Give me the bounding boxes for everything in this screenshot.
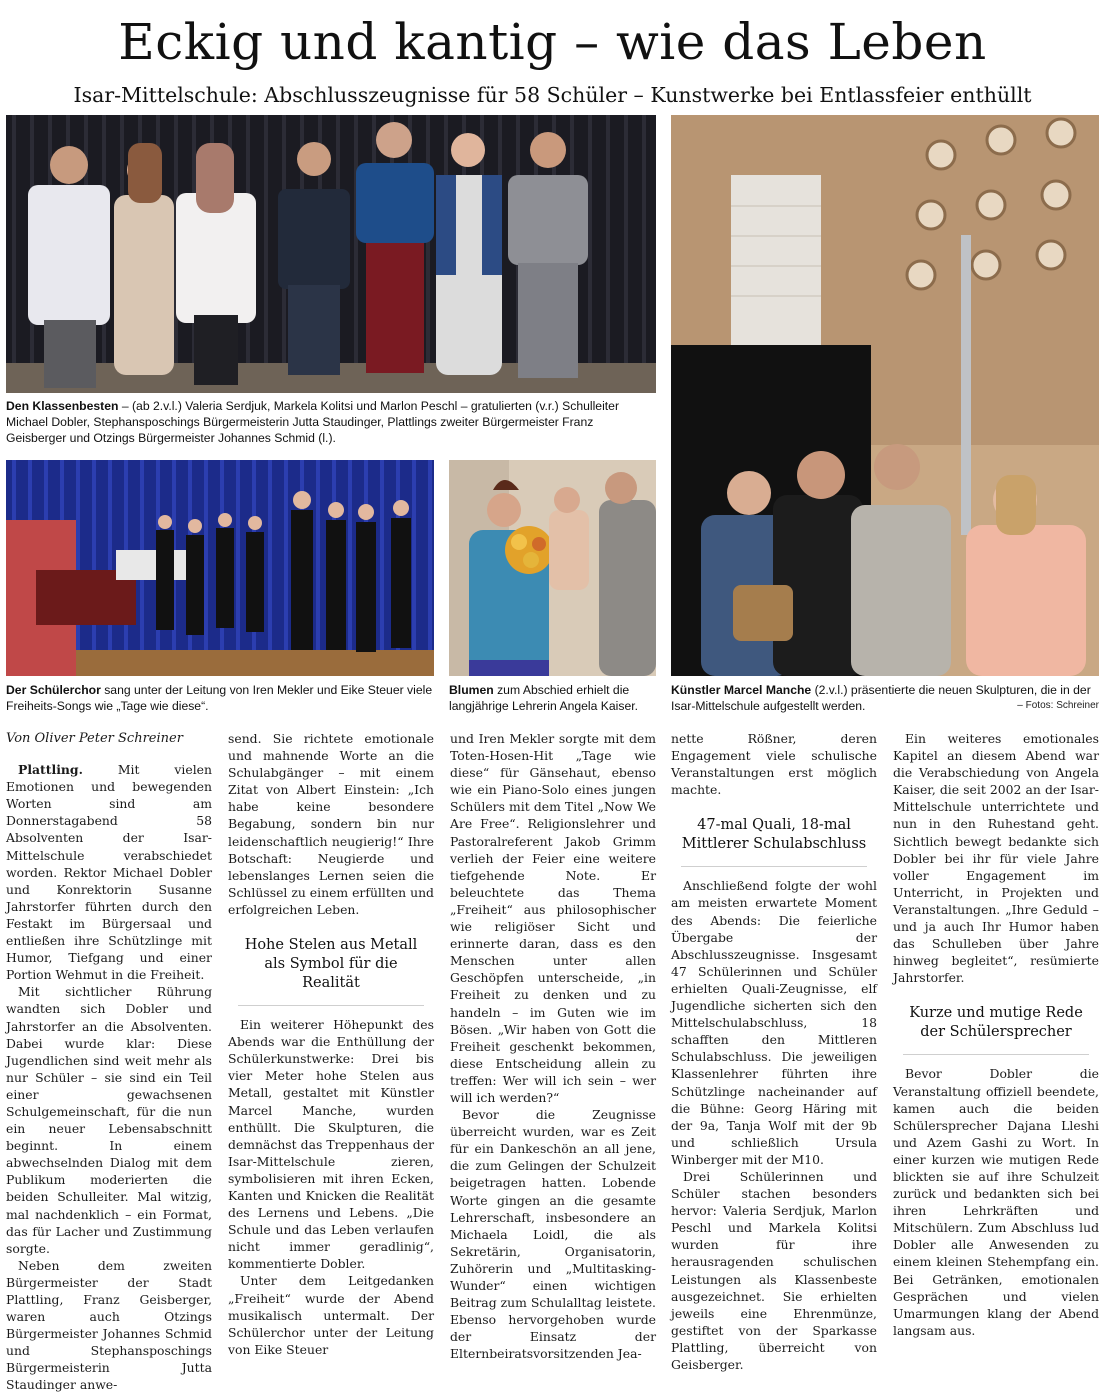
- caption-bold: Künstler Marcel Manche: [671, 683, 812, 697]
- paragraph: Bevor die Zeugnisse überreicht wurden, war es Zeit für ein Dankeschön an all jene, die zum Gelingen der Schulzeit beigetragen hatten. Lobende Worte gingen an die gesamte Lehrerschaft, insbesondere an Michaela Loidl, die als Sekretärin, Organisatorin, Zuhörerin und „Multitasking-Wunder“ einen wichtigen Beitrag zum Schulalltag leistete. Ebenso hervorgehoben wurde der Einsatz der Elternbeiratsvorsitzenden Jea-: [450, 1107, 656, 1362]
- article-column-1: [6, 730, 212, 1394]
- paragraph: Mit vielen Emotionen und bewegenden Worten sind am Donnerstagabend 58 Absolventen der Isar-Mittelschule verabschiedet worden. Rektor Michael Dobler und Konrektorin Susanne Jahrstorfer führten durch den Festakt im Bürgersaal und entließen ihre Schützlinge mit Humor, Tiefgang und einer Portion Wehmut in die Freiheit.: [6, 762, 212, 983]
- paragraph: Ein weiterer Höhepunkt des Abends war die Enthüllung der Schülerkunstwerke: Drei bis vier Meter hohe Stelen aus Metall, gestaltet mit Künstler Marcel Manche, wurden enthüllt. Die Skulpturen, die demnächst das Treppenhaus der Isar-Mittelschule zieren, symbolisieren mit ihren Ecken, Kanten und Knicken die Realität des Lernens und Lebens. „Die Schule und das Leben verlaufen nicht immer geradlinig“, kommentierte Dobler.: [228, 1017, 434, 1272]
- paragraph: nette Rößner, deren Engagement viele schulische Veranstaltungen erst möglich machte.: [671, 731, 877, 798]
- photo-choir-caption: [6, 682, 434, 714]
- paragraph: Unter dem Leitgedanken „Freiheit“ wurde der Abend musikalisch untermalt. Der Schülerchor unter der Leitung von Eike Steuer: [228, 1273, 434, 1357]
- photo-class-best-caption: [6, 398, 656, 446]
- photo-choir: [6, 460, 434, 676]
- paragraph: Mit sichtlicher Rührung wandten sich Dobler und Jahrstorfer an die Absolventen. Dabei wurde klar: Diese Jugendlichen sind weit mehr als nur Schüler – sie sind ein Teil einer gewachsenen Schulgemeinschaft, für die nun ein neuer Lebensabschnitt beginnt. In einem abwechselnden Dialog mit dem Publikum moderierten die beiden Schulleiter. Mal witzig, mal nachdenklich – ein Format, das für Lacher und Zustimmung sorgte.: [6, 984, 212, 1256]
- article-column-3: [450, 730, 656, 1362]
- caption-text: – (ab 2.v.l.) Valeria Serdjuk, Markela Kolitsi und Marlon Peschl – gratulierten (v.r.) Schulleiter Michael Dobler, Stephansposchings Bürgermeisterin Jutta Staudinger, Plattlings zweiter Bürgermeister Franz Geisberger und Otzings Bürgermeister Johannes Schmid (l.).: [6, 399, 620, 445]
- article-column-2: [228, 730, 434, 1358]
- photo-flowers: [449, 460, 656, 676]
- paragraph: Drei Schülerinnen und Schüler stachen besonders hervor: Valeria Serdjuk, Marlon Peschl und Markela Kolitsi wurden für ihre herausragenden schulischen Leistungen als Klassenbeste ausgezeichnet. Sie erhielten jeweils eine Ehrenmünze, gestiftet von der Sparkasse Plattling, überreicht von Geisberger.: [671, 1168, 877, 1372]
- author-byline: Von Oliver Peter Schreiner: [6, 731, 183, 746]
- caption-text: (2.v.l.) präsentierte die neuen Skulpturen, die in der Isar-Mittelschule aufgestellt werden.: [671, 683, 1091, 713]
- subheading: Kurze und mutige Rede der Schülersprecher: [903, 994, 1089, 1055]
- headline: Eckig und kantig – wie das Leben: [118, 13, 987, 71]
- article-column-4: [671, 730, 877, 1373]
- caption-text: zum Abschied erhielt die langjährige Lehrerin Angela Kaiser.: [449, 683, 639, 713]
- dateline: Plattling.: [18, 762, 83, 778]
- photo-flowers-caption: [449, 682, 656, 714]
- article-column-5: [893, 730, 1099, 1339]
- caption-text: sang unter der Leitung von Iren Mekler und Eike Steuer viele Freiheits-Songs wie „Tage wie diese“.: [6, 683, 433, 713]
- paragraph: Neben dem zweiten Bürgermeister der Stadt Plattling, Franz Geisberger, waren auch Otzings Bürgermeister Johannes Schmid und Stephansposchings Bürgermeisterin Jutta Staudinger anwe-: [6, 1257, 212, 1393]
- paragraph: send. Sie richtete emotionale und mahnende Worte an die Schulabgänger – mit einem Zitat von Albert Einstein: „Ich habe keine besondere Begabung, sondern bin nur leidenschaftlich neugierig!“ Ihre Botschaft: Neugierde und lebenslanges Lernen seien die Schlüssel zu einem erfüllten und erfolgreichen Leben.: [228, 731, 434, 917]
- subheadline: Isar-Mittelschule: Abschlusszeugnisse für 58 Schüler – Kunstwerke bei Entlassfeier enthüllt: [73, 83, 1032, 107]
- photo-artist: [671, 115, 1099, 676]
- paragraph: Bevor Dobler die Veranstaltung offiziell beendete, kamen auch die beiden Schülersprecher Dajana Lleshi und Azem Gashi zu Wort. In einer kurzen wie mutigen Rede blickten sie auf ihre Schulzeit zurück und bedankten sich bei ihren Lehrkräften und Mitschülern. Zum Abschluss lud Dobler alle Anwesenden zu einem kleinen Stehempfang ein. Bei Getränken, emotionalen Gesprächen und vielen Umarmungen klang der Abend langsam aus.: [893, 1066, 1099, 1338]
- caption-bold: Blumen: [449, 683, 494, 697]
- photo-credit: – Fotos: Schreiner: [1017, 700, 1099, 711]
- paragraph: Ein weiteres emotionales Kapitel an diesem Abend war die Verabschiedung von Angela Kaiser, die seit 2002 an der Isar-Mittelschule unterrichtete und nun in den Ruhestand geht. Sichtlich bewegt bedankte sich Dobler bei ihr für viele Jahre voller Engagement im Unterricht, in Projekten und Veranstaltungen. „Ihre Geduld – und ja auch Ihr Humor haben das Schulleben über Jahre hinweg begleitet“, resümierte Jahrstorfer.: [893, 731, 1099, 986]
- subheading: 47-mal Quali, 18-mal Mittlerer Schulabschluss: [681, 806, 867, 867]
- paragraph: und Iren Mekler sorgte mit dem Toten-Hosen-Hit „Tage wie diese“ für Gänsehaut, ebenso wie ein Piano-Solo eines jungen Schülers mit dem Titel „Now We Are Free“. Religionslehrer und Pastoralreferent Jakob Grimm verlieh der Feier eine weitere tiefgehende Note. Er beleuchtete das Thema „Freiheit“ aus philosophischer wie religiöser Sicht und erinnerte daran, dass es den Menschen unter allen Geschöpfen unterscheide, „in Freiheit zu denken und zu handeln – im Guten wie im Bösen. „Wir haben von Gott die Freiheit geschenkt bekommen, diese Entscheidung allein zu treffen: Wer will ich sein – wer will ich werden?“: [450, 731, 656, 1105]
- subheading: Hohe Stelen aus Metall als Symbol für die Realität: [238, 926, 424, 1006]
- caption-bold: Den Klassenbesten: [6, 399, 119, 413]
- photo-class-best: [6, 115, 656, 393]
- paragraph: Anschließend folgte der wohl am meisten erwartete Moment des Abends: Die feierliche Übergabe der Abschlusszeugnisse. Insgesamt 47 Schülerinnen und Schüler erhielten Quali-Zeugnisse, elf Jugendliche sicherten sich den Mittelschulabschluss, 18 schafften den Mittleren Schulabschluss. Die jeweiligen Klassenlehrer führten ihre Schützlinge nacheinander auf die Bühne: Georg Häring mit der 9a, Tanja Wolf mit der 9b und schließlich Ursula Winberger mit der M10.: [671, 878, 877, 1167]
- caption-bold: Der Schülerchor: [6, 683, 101, 697]
